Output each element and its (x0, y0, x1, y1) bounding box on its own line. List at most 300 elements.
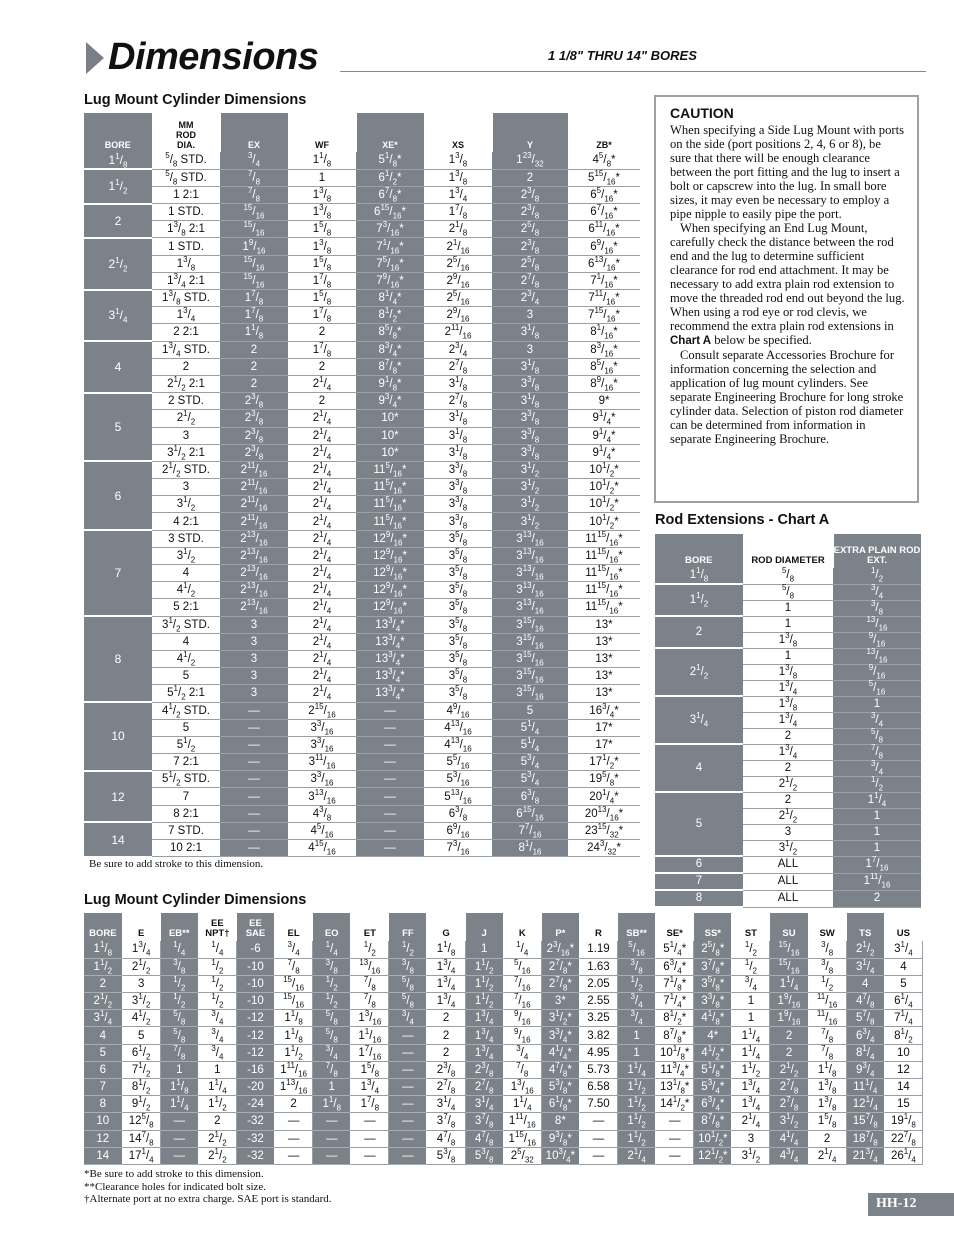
table-cell: $6^7/_8*$ (356, 186, 424, 203)
table-cell: $1^1/_2$ (465, 958, 503, 975)
table-cell: $2^5/_8*$ (694, 941, 732, 958)
table-cell: $^{15}/_{16}$ (770, 958, 808, 975)
table-cell: $11^{15}/_{16}*$ (568, 547, 640, 564)
table-cell: $5^3/_4$ (492, 771, 568, 788)
table-cell: $3^1/_2$ (492, 461, 568, 478)
table-row (84, 805, 640, 822)
table-cell: $2^{13}/_{16}$ (220, 582, 288, 599)
table-cell: $1^7/_8$ (288, 307, 356, 324)
table-cell: $8^1/_2*$ (656, 1010, 694, 1027)
table-cell: — (160, 1147, 198, 1164)
table-cell: $^1/_2$ (389, 941, 427, 958)
table-cell: 1 2:1 (152, 186, 220, 203)
table-cell: 47/8 (465, 1130, 503, 1147)
table-cell: $2^1/_4$ (288, 582, 356, 599)
bore-cell: 4 (84, 341, 152, 393)
rod-diameter-cell: 2 (743, 760, 833, 776)
table-cell: 1.19 (579, 941, 617, 958)
table-cell: 2 (152, 358, 220, 375)
rod-diameter-cell: $1^3/_8$ (743, 696, 833, 712)
table-row (84, 668, 640, 685)
bore-cell: $1^1/_2$ (655, 584, 743, 616)
table-cell: $3^5/_8$ (424, 650, 492, 667)
table-cell: $5^3/_4$ (492, 754, 568, 771)
lug-mount-table-2 (84, 913, 923, 1165)
table-cell: 3 (122, 975, 160, 992)
table-cell: 3.82 (579, 1027, 617, 1044)
table-cell: 125/8 (122, 1113, 160, 1130)
table-cell: $5^1/_4$ (492, 719, 568, 736)
table-cell: $8^1/_{16}*$ (568, 324, 640, 341)
table2-header-cell: SU (770, 913, 808, 941)
table-cell: $^5/_{16}$ (503, 958, 541, 975)
table-cell: — (220, 719, 288, 736)
table-cell: $2^3/_8$ (492, 186, 568, 203)
table-cell: $1^1/_4$ (618, 1061, 656, 1078)
table-cell: -20 (236, 1079, 274, 1096)
table-cell: — (356, 736, 424, 753)
table-cell: $^1/_2$ (808, 975, 846, 992)
table-cell: $10^1/_8*$ (656, 1044, 694, 1061)
table-cell: $1^3/_8$ (424, 152, 492, 169)
table-cell: 13/4 (732, 1079, 770, 1096)
table-cell: $3^3/_{16}$ (288, 771, 356, 788)
caution-p3: Consult separate Accessories Brochure for information concerning the selection and application of lug mount cylinders. See separate Engineering Brochure for long stroke cylinder data. Selection of piston rod diameter can be determined from information in separate Engineering Brochure. (670, 348, 904, 446)
table-cell: $1^7/_8$ (424, 204, 492, 221)
table-cell: $11^{15}/_{16}*$ (568, 582, 640, 599)
table-cell: $1^1/_8$ (808, 1061, 846, 1078)
table-cell: $8^1/_4$ (846, 1044, 884, 1061)
table-cell: — (313, 1147, 351, 1164)
table-cell: 111/16 (503, 1113, 541, 1130)
table-cell: $9^1/_8*$ (356, 375, 424, 392)
table-cell: $1^1/_{16}$ (351, 1027, 389, 1044)
table-cell: $2^{11}/_{16}$ (220, 496, 288, 513)
table-row (84, 616, 640, 633)
table-row (655, 890, 921, 907)
table-cell: $4^1/_4*$ (541, 1044, 579, 1061)
table-cell: 2 (220, 375, 288, 392)
table-cell: $5^1/_2$ (152, 736, 220, 753)
table-cell: $3^5/_8$ (424, 565, 492, 582)
table-cell: $^3/_8$ (160, 958, 198, 975)
table2-header-cell: SW (808, 913, 846, 941)
table-cell: $^1/_2$ (160, 975, 198, 992)
table1-header-cell: XE* (356, 113, 424, 152)
table-row (84, 771, 640, 788)
table-cell: $^{11}/_{16}$ (808, 1010, 846, 1027)
table-cell: 141/2* (656, 1096, 694, 1113)
table-cell: 13* (568, 633, 640, 650)
note-alt-port: †Alternate port at no extra charge. SAE port is standard. (84, 1193, 332, 1205)
table-cell: — (356, 805, 424, 822)
table-cell: $2^3/_8$ (220, 393, 288, 410)
table2-header-cell: E (122, 913, 160, 941)
bore-cell: $1^1/_8$ (84, 941, 122, 958)
table-cell: $12^9/_{16}*$ (356, 530, 424, 547)
table-cell: 63/4* (694, 1096, 732, 1113)
table-cell: 2 STD. (152, 393, 220, 410)
extension-cell: $^3/_4$ (833, 760, 921, 776)
table-cell: 53/8* (541, 1079, 579, 1096)
table-cell: 5 (152, 719, 220, 736)
table-cell: 3 (492, 341, 568, 358)
table-cell: $1^3/_8$ (288, 238, 356, 255)
table-cell: $6^1/_4$ (884, 993, 922, 1010)
table-cell: $5^3/_{16}$ (424, 771, 492, 788)
table-cell: $3^1/_2$ (152, 547, 220, 564)
table-cell: $2^1/_4$ (288, 650, 356, 667)
table-cell: — (220, 736, 288, 753)
table-cell: 2.05 (579, 975, 617, 992)
table-cell: 17/8 (351, 1096, 389, 1113)
table-cell: 10* (356, 444, 424, 461)
table-cell: $^9/_{16}$ (503, 1010, 541, 1027)
table-cell: — (220, 702, 288, 719)
table-cell: -12 (236, 1010, 274, 1027)
table-cell: $6^1/_2$ (122, 1044, 160, 1061)
table-row (84, 169, 640, 186)
table-cell: $7^1/_4*$ (656, 993, 694, 1010)
table-cell: — (313, 1130, 351, 1147)
table-cell: $1^3/_4$ STD. (152, 341, 220, 358)
table-cell: $4^1/_2$ (152, 582, 220, 599)
rod-diameter-cell: $1^3/_4$ (743, 712, 833, 728)
table-cell: -32 (236, 1147, 274, 1164)
table-row (84, 1027, 923, 1044)
bore-cell: 12 (84, 1130, 122, 1147)
table-cell: $3^{11}/_{16}$ (288, 754, 356, 771)
table-cell: — (389, 1096, 427, 1113)
extension-cell: 1 (833, 808, 921, 824)
table-row (84, 1044, 923, 1061)
table-cell: $4^7/_8$ (846, 993, 884, 1010)
table-cell: $1^3/_4$ (427, 958, 465, 975)
table-cell: $13^3/_4*$ (356, 685, 424, 702)
table-cell: — (356, 788, 424, 805)
table-row (84, 255, 640, 272)
table-cell: $6^5/_{16}*$ (568, 186, 640, 203)
table-cell: $1^1/_8$ (275, 1010, 313, 1027)
table-cell: $4^{13}/_{16}$ (424, 719, 492, 736)
table-cell: 1 (732, 993, 770, 1010)
table2-header-cell: ST (732, 913, 770, 941)
table-cell: $2^3/_4$ (492, 290, 568, 307)
table-cell: 1 (618, 1044, 656, 1061)
table-cell: $1^3/_4$ (427, 993, 465, 1010)
caution-box (654, 95, 919, 503)
table-cell: $3^{15}/_{16}$ (492, 668, 568, 685)
table-cell: 17* (568, 719, 640, 736)
table-cell: $^3/_4$ (198, 1044, 236, 1061)
table-cell: $^7/_8$ (313, 1061, 351, 1078)
table-cell: 191/8 (884, 1113, 922, 1130)
table-cell: $3^{15}/_{16}$ (492, 616, 568, 633)
page-title: Dimensions (108, 36, 319, 78)
table-cell: 113/16 (275, 1079, 313, 1096)
table-cell: $2^1/_2$ (122, 958, 160, 975)
table-cell: $^{15}/_{16}$ (220, 221, 288, 238)
table-cell: $^3/_8$ (808, 958, 846, 975)
bore-cell: 4 (655, 744, 743, 792)
extension-cell: $^{13}/_{16}$ (833, 616, 921, 632)
table-cell: $3^1/_2$ STD. (152, 616, 220, 633)
table-row (84, 1079, 923, 1096)
table-row (84, 1113, 923, 1130)
table2-header-cell: K (503, 913, 541, 941)
table-cell: — (351, 1130, 389, 1147)
table-cell: 131/8* (656, 1079, 694, 1096)
table-cell: — (389, 1061, 427, 1078)
table-cell: $^7/_8$ (160, 1044, 198, 1061)
table-cell: $2^1/_2$ STD. (152, 461, 220, 478)
table-cell: 21/2 (198, 1130, 236, 1147)
table-cell: $1^5/_8$ (351, 1061, 389, 1078)
rod-diameter-cell: 2 (743, 792, 833, 808)
table-cell: 9* (568, 393, 640, 410)
table-cell: $^7/_{16}$ (503, 975, 541, 992)
table-cell: $^9/_{16}$ (503, 1027, 541, 1044)
table-cell: 13* (568, 685, 640, 702)
table-cell: 3* (541, 993, 579, 1010)
bore-cell: $3^1/_4$ (655, 696, 743, 744)
table-cell: $2^1/_4$ (288, 479, 356, 496)
table-cell: $3^5/_8$ (424, 616, 492, 633)
table-cell: $2^7/_8$ (492, 272, 568, 289)
table-cell: 13* (568, 650, 640, 667)
table2-header-cell: SE* (656, 913, 694, 941)
extension-cell: $^3/_4$ (833, 712, 921, 728)
table2-header-cell: EE SAE (236, 913, 274, 941)
rod-diameter-cell: $^5/_8$ (743, 568, 833, 584)
table-cell: $3^5/_8$ (424, 633, 492, 650)
note-stroke: *Be sure to add stroke to this dimension. (84, 1168, 264, 1180)
table-cell: 91/2 (122, 1096, 160, 1113)
table-cell: $3^3/_4*$ (541, 1027, 579, 1044)
table-cell: 2.55 (579, 993, 617, 1010)
table-cell: 2 (770, 1027, 808, 1044)
table-row (84, 702, 640, 719)
bore-cell: 2 (84, 975, 122, 992)
table-cell: $2^3/_8$ (220, 427, 288, 444)
rod-diameter-cell: $1^3/_8$ (743, 632, 833, 648)
table-cell: -12 (236, 1027, 274, 1044)
table-cell: $2^7/_8*$ (541, 975, 579, 992)
table-cell: $3^3/_8$ (424, 461, 492, 478)
table-cell: 7 2:1 (152, 754, 220, 771)
table-cell: $3^3/_{16}$ (288, 719, 356, 736)
table-cell: $^5/_8$ (313, 1027, 351, 1044)
table-cell: 11/8 (160, 1079, 198, 1096)
table-cell: $^1/_4$ (313, 941, 351, 958)
table-cell: 13/8 (808, 1079, 846, 1096)
table1-header-cell: MM ROD DIA. (152, 113, 220, 152)
table-cell: 2 (220, 358, 288, 375)
table-cell: $2^1/_4$ (288, 410, 356, 427)
table-cell: 227/8 (884, 1130, 922, 1147)
table-cell: -32 (236, 1113, 274, 1130)
table-cell: $19^5/_8*$ (568, 771, 640, 788)
table-cell: $1^1/_4$ (732, 1027, 770, 1044)
table-cell: $1^3/_8$ (288, 204, 356, 221)
table-cell: $3^7/_8*$ (694, 958, 732, 975)
table-cell: $2^3/_8$ (220, 444, 288, 461)
table-cell: $1^7/_{16}$ (351, 1044, 389, 1061)
table-cell: $2^{11}/_{16}$ (220, 513, 288, 530)
table-cell: $3^{15}/_{16}$ (492, 633, 568, 650)
table-cell: $3^3/_8*$ (694, 993, 732, 1010)
bore-range: 1 1/8" THRU 14" BORES (548, 48, 697, 63)
caution-p2-end: below be specified. (711, 333, 812, 347)
table-cell: 10* (356, 427, 424, 444)
table-cell: 11/4 (198, 1079, 236, 1096)
table-cell: $2^7/_8$ (424, 358, 492, 375)
table-cell: $12^9/_{16}*$ (356, 547, 424, 564)
table-cell: — (160, 1130, 198, 1147)
table-cell: $8^1/_{16}$ (492, 840, 568, 857)
table-row (84, 1130, 923, 1147)
table-cell: 1 (288, 169, 356, 186)
table-cell: 4 (846, 975, 884, 992)
table-cell: — (579, 1130, 617, 1147)
table-cell: $17^1/_2*$ (568, 754, 640, 771)
table-cell: $7^1/_8*$ (656, 975, 694, 992)
table-cell: $6^9/_{16}*$ (568, 238, 640, 255)
table-cell: $13^3/_4*$ (356, 616, 424, 633)
table-cell: $1^7/_8$ (288, 341, 356, 358)
table-cell: $3^1/_8$ (492, 393, 568, 410)
table-cell: — (351, 1113, 389, 1130)
table-cell: $3^1/_4$ (884, 941, 922, 958)
rod-diameter-cell: $1^3/_4$ (743, 680, 833, 696)
table-cell: 157/8 (846, 1113, 884, 1130)
table-row (84, 633, 640, 650)
table-cell: 2 (492, 169, 568, 186)
table-cell: $2^3/_{16}*$ (541, 941, 579, 958)
table-cell: $3^3/_8$ (492, 427, 568, 444)
table-cell: $5^{13}/_{16}$ (424, 788, 492, 805)
table-cell: 1 STD. (152, 238, 220, 255)
bore-cell: 10 (84, 702, 152, 771)
table-cell: $^7/_8$ (808, 1027, 846, 1044)
table-cell: 13* (568, 616, 640, 633)
table-cell: — (275, 1113, 313, 1130)
table-cell: $3^3/_8$ (492, 444, 568, 461)
table-cell: 2 (427, 1027, 465, 1044)
table-row (84, 719, 640, 736)
table-cell: $2^{13}/_{16}$ (220, 530, 288, 547)
table-cell: $13^3/_4*$ (356, 650, 424, 667)
table-cell: $2^5/_8$ (492, 255, 568, 272)
rod-diameter-cell: 1 (743, 600, 833, 616)
table-cell: 27/8 (770, 1096, 808, 1113)
table-row (84, 547, 640, 564)
table-cell: $^1/_2$ (160, 993, 198, 1010)
table-cell: — (275, 1130, 313, 1147)
table-cell: 11/2 (618, 1113, 656, 1130)
table-cell: $1^3/_4$ (427, 975, 465, 992)
table-cell: $1^3/_8$ (288, 186, 356, 203)
table-cell: 37/8 (465, 1113, 503, 1130)
table-cell: $^3/_4$ (389, 1010, 427, 1027)
bore-cell: 6 (655, 856, 743, 873)
table-cell: $2^{11}/_{16}$ (220, 479, 288, 496)
bore-cell: 7 (84, 530, 152, 616)
table1-header-cell: WF (288, 113, 356, 152)
table-cell: $8^5/_{16}*$ (568, 358, 640, 375)
table-cell: $5^{15}/_{16}*$ (568, 169, 640, 186)
table-cell: $4^5/_8*$ (568, 152, 640, 169)
table-cell: -16 (236, 1061, 274, 1078)
table-cell: $^5/_8$ (389, 975, 427, 992)
bore-cell: 6 (84, 461, 152, 530)
table-cell: $12^9/_{16}*$ (356, 599, 424, 616)
table-cell: $3^1/_2*$ (541, 1010, 579, 1027)
table-row (84, 375, 640, 392)
table-cell: — (160, 1113, 198, 1130)
table-cell: $6^9/_{16}$ (424, 822, 492, 839)
table-cell: 3 (220, 633, 288, 650)
table-cell: — (351, 1147, 389, 1164)
bore-cell: 14 (84, 822, 152, 856)
bore-cell: $2^1/_2$ (655, 648, 743, 696)
table-cell: $^7/_8$ (351, 975, 389, 992)
table-cell: $9^3/_4*$ (356, 393, 424, 410)
table-row (84, 513, 640, 530)
table-cell: — (220, 805, 288, 822)
table-cell: 31/4 (465, 1096, 503, 1113)
bore-cell: $3^1/_4$ (84, 1010, 122, 1027)
table2-header-cell: SB** (618, 913, 656, 941)
table-cell: 21/4 (732, 1113, 770, 1130)
table-cell: $2^1/_4$ (288, 496, 356, 513)
table-cell: $^1/_2$ (313, 975, 351, 992)
table-cell: -10 (236, 993, 274, 1010)
table-cell: 5 (152, 668, 220, 685)
bore-cell: 4 (84, 1027, 122, 1044)
table-cell: $2^3/_4$ (424, 341, 492, 358)
table-cell: $6^{13}/_{16}*$ (568, 255, 640, 272)
table-cell: 27/8 (427, 1079, 465, 1096)
table-cell: $4^7/_8*$ (541, 1061, 579, 1078)
table-row (84, 993, 923, 1010)
section2-title: Lug Mount Cylinder Dimensions (84, 892, 307, 908)
table-cell: $^5/_8$ STD. (152, 169, 220, 186)
table-cell: 3 (220, 685, 288, 702)
table-cell: — (389, 1027, 427, 1044)
table2-notes (84, 1168, 332, 1206)
table-cell: $3^{13}/_{16}$ (492, 530, 568, 547)
table-cell: $^7/_{16}$ (503, 993, 541, 1010)
table-cell: $^3/_4$ (313, 1044, 351, 1061)
table-cell: 10* (356, 410, 424, 427)
table-cell: — (220, 754, 288, 771)
chart-a-header-cell: BORE (655, 534, 743, 568)
table-cell: $11^{15}/_{16}*$ (568, 599, 640, 616)
table-cell: $2^1/_4$ (288, 530, 356, 547)
table-row (84, 840, 640, 857)
table-cell: $7^9/_{16}*$ (356, 272, 424, 289)
extension-cell: $1^{11}/_{16}$ (833, 873, 921, 890)
table-cell: $1^9/_{16}$ (770, 993, 808, 1010)
table-cell: $7^3/_{16}$ (424, 840, 492, 857)
table-cell: 3 (152, 479, 220, 496)
table-cell: $2^1/_4$ (288, 565, 356, 582)
table-cell: $20^{13}/_{16}*$ (568, 805, 640, 822)
table-row (84, 941, 923, 958)
table-cell: $1^1/_8$ (427, 941, 465, 958)
table-cell: $^{13}/_{16}$ (351, 958, 389, 975)
